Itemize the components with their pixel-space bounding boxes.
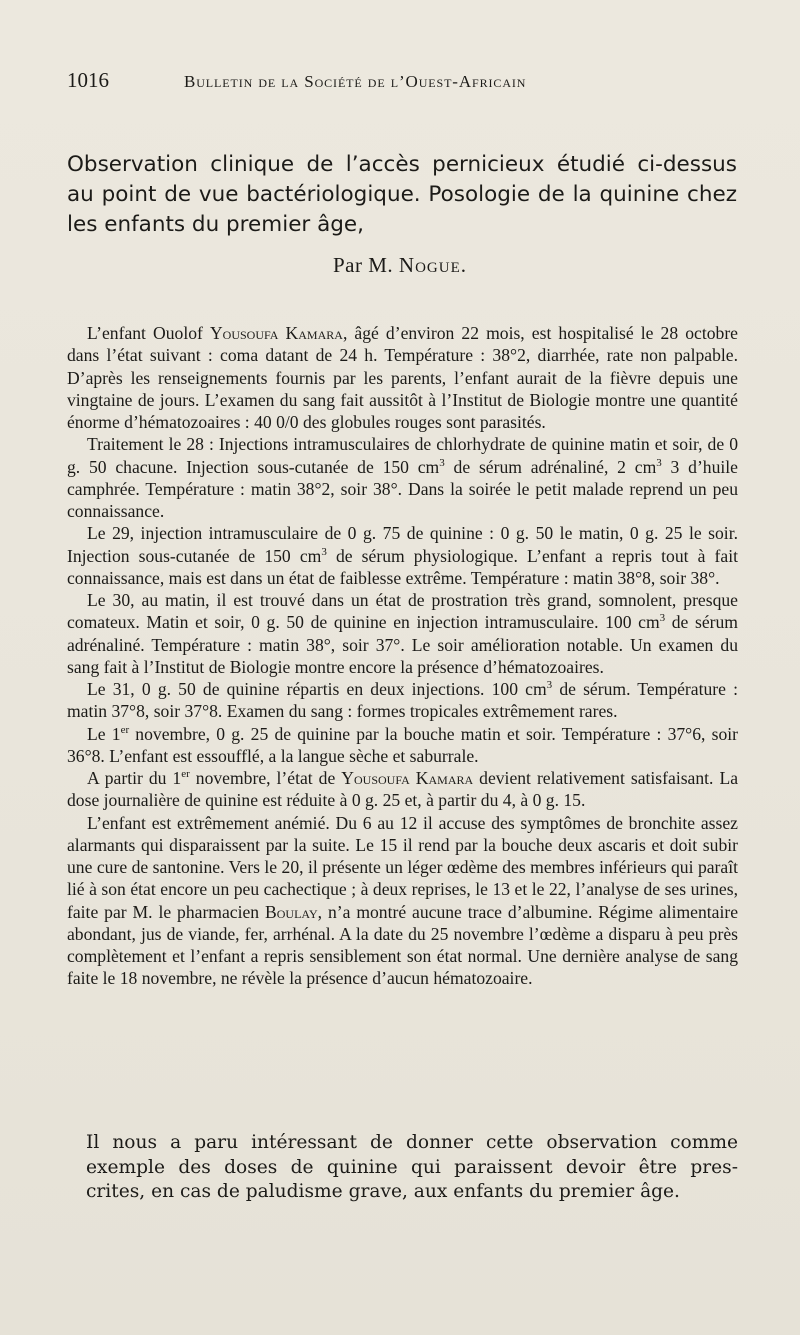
superscript: 3 xyxy=(321,545,327,558)
text-span: novembre, l’état de xyxy=(189,768,342,788)
superscript: 3 xyxy=(659,612,666,625)
paragraph-3 xyxy=(67,522,738,589)
text-span: Le 29, injection intramusculaire de 0 g. 75 de quinine : 0 g. 50 le matin, 0 g. 25 le soir. Injection sous-cutanée de 150 cm xyxy=(67,523,738,566)
superscript: er xyxy=(120,723,130,736)
running-head: Bulletin de la Société de l’Ouest-Africain xyxy=(184,72,527,91)
text-span: de sérum. Température : matin 37°8, soir 37°8. Examen du sang : formes tropicales extrêmement rares. xyxy=(67,679,738,722)
text-span: Le 1 xyxy=(87,723,121,744)
article-body xyxy=(67,322,738,990)
text-span: Traitement le 28 : Injections intramusculaires de chlorhydrate de quinine matin et soir, de 0 g. 50 chacune. Injection sous-cutanée de 150 cm xyxy=(67,434,738,477)
conclusion-line: exemple des doses de quinine qui paraissent devoir être pres- xyxy=(86,1156,738,1178)
conclusion-line: Il nous a paru intéressant de donner cette observation comme xyxy=(86,1132,738,1153)
paragraph-2 xyxy=(67,433,738,522)
conclusion-line: crites, en cas de paludisme grave, aux enfants du premier âge. xyxy=(86,1181,680,1202)
superscript: 3 xyxy=(546,679,553,692)
article-title: Observation clinique de l’accès pernicieux étudié ci-dessus au point de vue bactériologique. Posologie de la quinine chez les enfants du premier âge, xyxy=(67,152,737,237)
author-name: Nogue. xyxy=(398,253,467,277)
text-span: de sérum adrénaliné, 2 cm xyxy=(444,456,657,477)
paragraph-4 xyxy=(67,589,738,678)
patient-name: Yousoufa Kamara xyxy=(341,768,474,788)
conclusion-paragraph xyxy=(64,1131,738,1205)
text-span: de sérum physiologique. L’enfant a repris tout à fait connaissance, mais est dans un état de faiblesse extrême. Température : matin 38°8, soir 38°. xyxy=(67,545,738,588)
superscript: 3 xyxy=(656,456,662,469)
superscript: 3 xyxy=(439,456,445,469)
text-span: A partir du 1 xyxy=(87,768,182,788)
text-span: Le 30, au matin, il est trouvé dans un état de prostration très grand, somnolent, presque comateux. Matin et soir, 0 g. 50 de quinine en injection intramusculaire. 100 cm xyxy=(67,590,738,633)
text-span: , n’a montré aucune trace d’albumine. Régime alimentaire abondant, jus de viande, fer, arrhénal. A la date du 25 novembre l’œdème a disparu à peu près complètement et l’enfant a repris sensiblement son état normal. Une dernière analyse de sang faite le 18 novembre, ne révèle la présence d’aucun hématozoaire. xyxy=(67,901,739,989)
patient-name: Yousoufa Kamara xyxy=(209,323,343,343)
page-header xyxy=(67,68,733,98)
paragraph-5 xyxy=(67,678,738,723)
paragraph-8 xyxy=(67,812,738,990)
superscript: er xyxy=(181,768,190,781)
text-span: L’enfant est extrêmement anémié. Du 6 au 12 il accuse des symptômes de bronchite assez alarmants qui disparaissent par la suite. Le 15 il rend par la bouche deux ascaris et doit subir une cure de santonine. Vers le 20, il présente un léger œdème des membres inférieurs qui paraît lié à son état encore un peu cachectique ; à deux reprises, le 13 et le 22, l’analyse de ses urines, faite par M. le pharmacien xyxy=(67,812,738,922)
text-span: de sérum adrénaliné. Température : matin 38°, soir 37°. Le soir amélioration notable. Un examen du sang fait à l’Institut de Biologie montre encore la présence d’hématozoaires. xyxy=(67,612,738,677)
paragraph-1 xyxy=(67,322,738,433)
text-span: 3 d’huile camphrée. Température : matin 38°2, soir 38°. Dans la soirée le petit malade reprend un peu connaissance. xyxy=(67,456,738,521)
author-line xyxy=(0,253,800,278)
text-span: , âgé d’environ 22 mois, est hospitalisé le 28 octobre dans l’état suivant : coma datant de 24 h. Température : 38°2, diarrhée, rate non palpable. D’après les renseignements fournis par les parents, l’enfant aurait de la fièvre depuis une vingtaine de jours. L’examen du sang fait aussitôt à l’Institut de Biologie montre une quantité énorme d’hématozoaires : 40 0/0 des globules rouges sont parasités. xyxy=(67,323,738,432)
page-number: 1016 xyxy=(67,68,109,92)
pharmacist-name: Boulay xyxy=(265,901,318,922)
text-span: L’enfant Ouolof xyxy=(87,323,210,343)
text-span: novembre, 0 g. 25 de quinine par la bouche matin et soir. Température : 37°6, soir 36°8. L’enfant est essoufflé, a la langue sèche et saburrale. xyxy=(67,723,738,766)
author-prefix: Par M. xyxy=(333,253,394,277)
text-span: Le 31, 0 g. 50 de quinine répartis en deux injections. 100 cm xyxy=(87,679,547,699)
paragraph-7 xyxy=(67,767,738,812)
text-span: devient relativement satisfaisant. La dose journalière de quinine est réduite à 0 g. 25 et, à partir du 4, à 0 g. 15. xyxy=(67,768,738,811)
paragraph-6 xyxy=(67,723,738,768)
